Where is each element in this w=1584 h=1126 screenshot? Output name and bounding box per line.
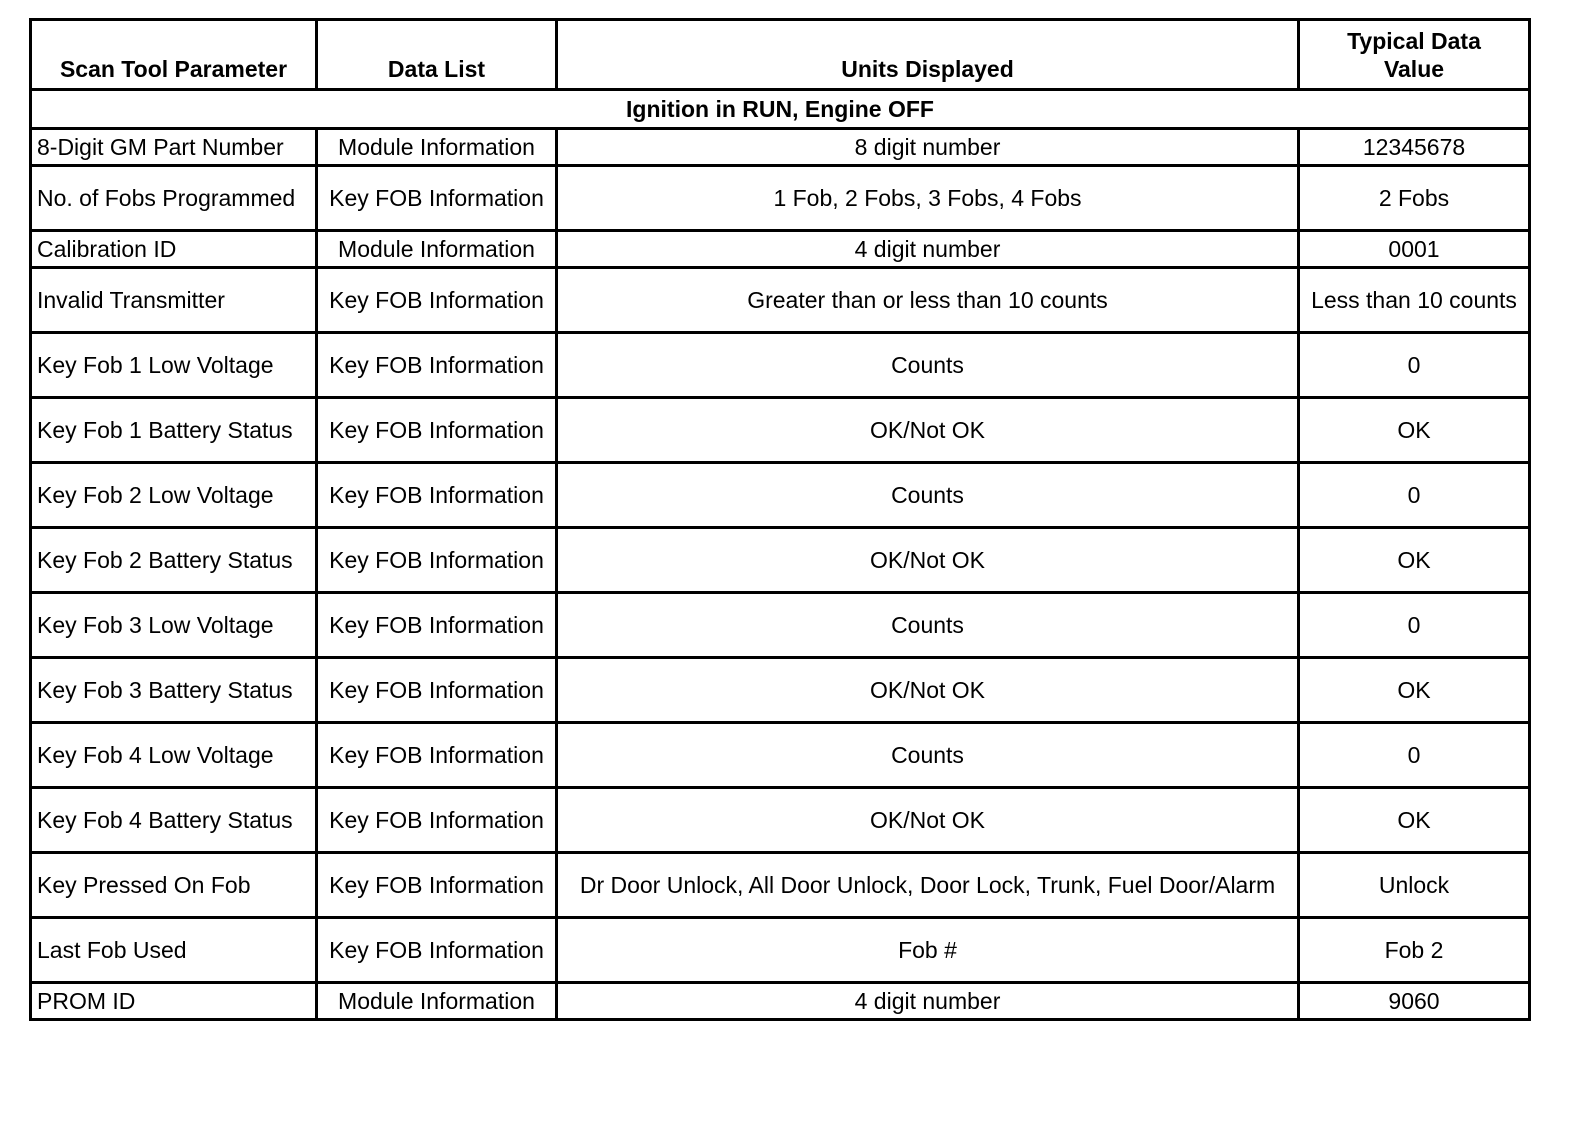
cell-units: Dr Door Unlock, All Door Unlock, Door Lock, Trunk, Fuel Door/Alarm <box>557 853 1299 918</box>
cell-data-list: Key FOB Information <box>317 463 557 528</box>
cell-units: Counts <box>557 723 1299 788</box>
cell-value: 0001 <box>1299 231 1530 268</box>
cell-value: 0 <box>1299 463 1530 528</box>
table-row <box>31 333 1530 398</box>
cell-parameter: Key Fob 3 Battery Status <box>31 658 317 723</box>
cell-value: 2 Fobs <box>1299 166 1530 231</box>
table-row <box>31 983 1530 1020</box>
table-row <box>31 723 1530 788</box>
cell-units: Counts <box>557 593 1299 658</box>
cell-units: OK/Not OK <box>557 528 1299 593</box>
header-typical-value-line2: Value <box>1383 56 1445 82</box>
cell-parameter: PROM ID <box>31 983 317 1020</box>
header-parameter: Scan Tool Parameter <box>31 20 317 90</box>
cell-units: OK/Not OK <box>557 398 1299 463</box>
cell-data-list: Key FOB Information <box>317 658 557 723</box>
header-units: Units Displayed <box>557 20 1299 90</box>
cell-value: OK <box>1299 528 1530 593</box>
table-row <box>31 166 1530 231</box>
table-row <box>31 463 1530 528</box>
header-row <box>31 20 1530 90</box>
cell-units: Counts <box>557 333 1299 398</box>
cell-data-list: Module Information <box>317 129 557 166</box>
cell-value: Unlock <box>1299 853 1530 918</box>
cell-parameter: Key Fob 4 Battery Status <box>31 788 317 853</box>
cell-parameter: Key Fob 1 Low Voltage <box>31 333 317 398</box>
cell-value: 12345678 <box>1299 129 1530 166</box>
table-row <box>31 268 1530 333</box>
cell-value: Less than 10 counts <box>1299 268 1530 333</box>
table-row <box>31 129 1530 166</box>
table-row <box>31 231 1530 268</box>
cell-parameter: Key Fob 4 Low Voltage <box>31 723 317 788</box>
cell-data-list: Module Information <box>317 231 557 268</box>
cell-parameter: Key Fob 2 Battery Status <box>31 528 317 593</box>
cell-data-list: Key FOB Information <box>317 918 557 983</box>
header-data-list: Data List <box>317 20 557 90</box>
table-row <box>31 593 1530 658</box>
cell-units: 1 Fob, 2 Fobs, 3 Fobs, 4 Fobs <box>557 166 1299 231</box>
header-typical-value <box>1299 20 1530 90</box>
cell-parameter: 8-Digit GM Part Number <box>31 129 317 166</box>
header-typical-value-line1: Typical Data <box>1347 28 1481 54</box>
table-row <box>31 918 1530 983</box>
cell-value: 0 <box>1299 333 1530 398</box>
cell-data-list: Key FOB Information <box>317 166 557 231</box>
cell-parameter: Last Fob Used <box>31 918 317 983</box>
cell-data-list: Key FOB Information <box>317 333 557 398</box>
section-title: Ignition in RUN, Engine OFF <box>31 90 1530 129</box>
cell-parameter: Key Fob 3 Low Voltage <box>31 593 317 658</box>
cell-units: Fob # <box>557 918 1299 983</box>
cell-data-list: Key FOB Information <box>317 593 557 658</box>
table-row <box>31 528 1530 593</box>
cell-value: Fob 2 <box>1299 918 1530 983</box>
cell-units: OK/Not OK <box>557 658 1299 723</box>
cell-units: 4 digit number <box>557 231 1299 268</box>
cell-units: Greater than or less than 10 counts <box>557 268 1299 333</box>
scan-tool-data-table <box>29 18 1531 1021</box>
cell-parameter: Calibration ID <box>31 231 317 268</box>
cell-parameter: Key Fob 1 Battery Status <box>31 398 317 463</box>
section-row <box>31 90 1530 129</box>
table-row <box>31 658 1530 723</box>
cell-parameter: Key Fob 2 Low Voltage <box>31 463 317 528</box>
cell-units: 4 digit number <box>557 983 1299 1020</box>
cell-units: Counts <box>557 463 1299 528</box>
cell-data-list: Key FOB Information <box>317 528 557 593</box>
cell-units: OK/Not OK <box>557 788 1299 853</box>
cell-data-list: Key FOB Information <box>317 788 557 853</box>
cell-value: OK <box>1299 658 1530 723</box>
cell-value: 0 <box>1299 723 1530 788</box>
table-row <box>31 853 1530 918</box>
cell-units: 8 digit number <box>557 129 1299 166</box>
cell-value: 9060 <box>1299 983 1530 1020</box>
cell-data-list: Key FOB Information <box>317 398 557 463</box>
table-row <box>31 398 1530 463</box>
cell-parameter: No. of Fobs Programmed <box>31 166 317 231</box>
cell-value: 0 <box>1299 593 1530 658</box>
cell-parameter: Invalid Transmitter <box>31 268 317 333</box>
table-row <box>31 788 1530 853</box>
cell-data-list: Module Information <box>317 983 557 1020</box>
cell-value: OK <box>1299 398 1530 463</box>
cell-value: OK <box>1299 788 1530 853</box>
cell-data-list: Key FOB Information <box>317 723 557 788</box>
cell-data-list: Key FOB Information <box>317 268 557 333</box>
cell-data-list: Key FOB Information <box>317 853 557 918</box>
cell-parameter: Key Pressed On Fob <box>31 853 317 918</box>
